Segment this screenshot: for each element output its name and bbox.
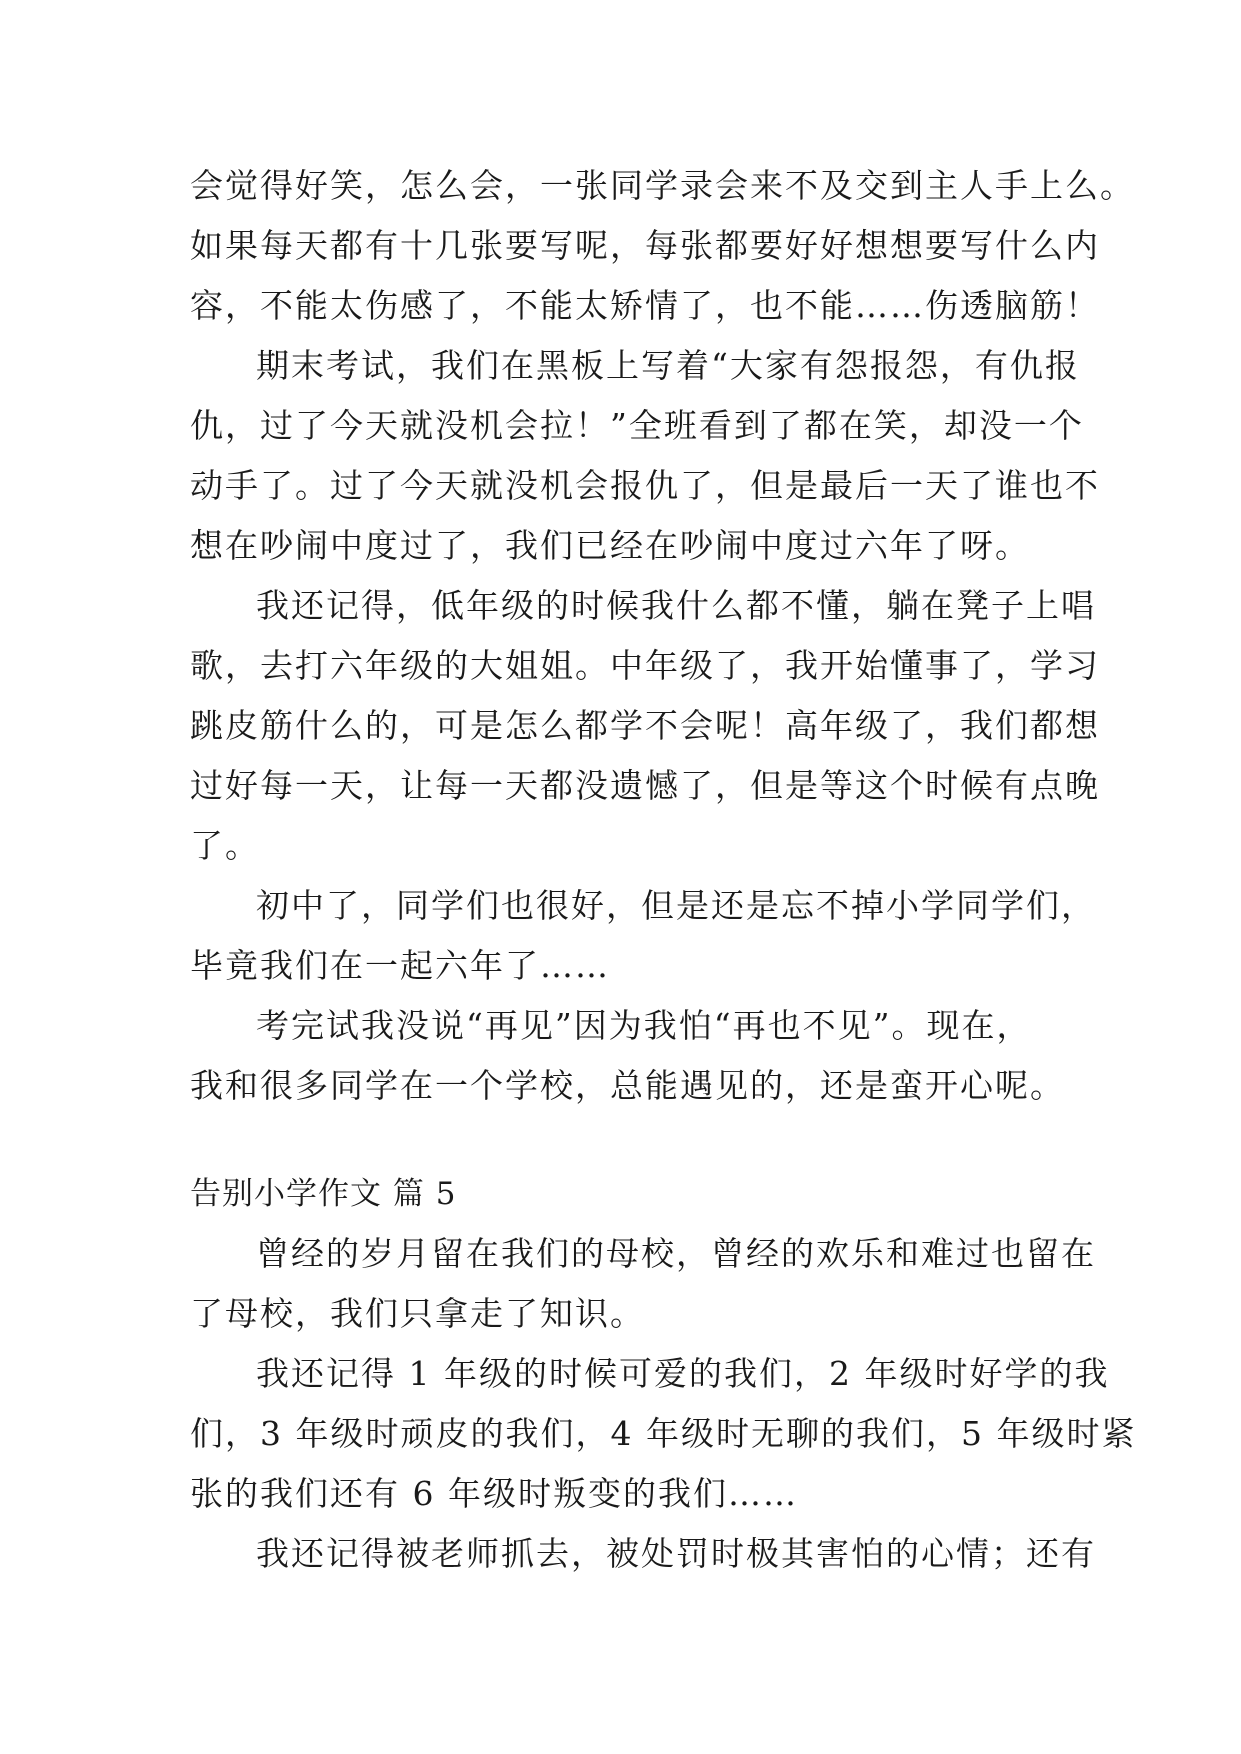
text-line: 会觉得好笑，怎么会，一张同学录会来不及交到主人手上么。	[190, 166, 1135, 205]
paragraph-grade-levels	[190, 1344, 1137, 1524]
document-body	[190, 156, 1137, 1584]
text-line: 我还记得被老师抓去，被处罚时极其害怕的心情；还有	[256, 1534, 1096, 1573]
paragraph-junior-high	[190, 876, 1096, 996]
text-line: 了。	[190, 826, 260, 865]
text-line: 了母校，我们只拿走了知识。	[190, 1294, 645, 1333]
text-line: 我和很多同学在一个学校，总能遇见的，还是蛮开心呢。	[190, 1066, 1065, 1105]
text-line: 初中了，同学们也很好，但是还是忘不掉小学同学们，	[256, 886, 1096, 925]
text-line: 们，3 年级时顽皮的我们，4 年级时无聊的我们，5 年级时紧	[190, 1414, 1137, 1453]
section-heading	[190, 1164, 1060, 1224]
text-line: 曾经的岁月留在我们的母校，曾经的欢乐和难过也留在	[256, 1234, 1096, 1273]
text-line: 张的我们还有 6 年级时叛变的我们……	[190, 1474, 798, 1513]
text-line: 容，不能太伤感了，不能太矫情了，也不能……伤透脑筋！	[190, 286, 1100, 325]
paragraph-intro-continuation	[190, 156, 1135, 336]
text-line: 过好每一天，让每一天都没遗憾了，但是等这个时候有点晚	[190, 766, 1100, 805]
text-line: 期末考试，我们在黑板上写着“大家有怨报怨，有仇报	[256, 346, 1080, 385]
text-line: 想在吵闹中度过了，我们已经在吵闹中度过六年了呀。	[190, 526, 1030, 565]
section-heading-text: 告别小学作文 篇 5	[190, 1176, 457, 1212]
text-line: 歌，去打六年级的大姐姐。中年级了，我开始懂事了，学习	[190, 646, 1100, 685]
text-line: 跳皮筋什么的，可是怎么都学不会呢！高年级了，我们都想	[190, 706, 1100, 745]
text-line: 毕竟我们在一起六年了……	[190, 946, 610, 985]
paragraph-punishment	[190, 1524, 1096, 1584]
text-line: 仇，过了今天就没机会拉！”全班看到了都在笑，却没一个	[190, 406, 1084, 445]
text-line: 我还记得，低年级的时候我什么都不懂，躺在凳子上唱	[256, 586, 1096, 625]
paragraph-grade-memories	[190, 576, 1100, 876]
paragraph-final-exam	[190, 336, 1100, 576]
paragraph-years-at-school	[190, 1224, 1096, 1344]
text-line: 我还记得 1 年级的时候可爱的我们，2 年级时好学的我	[256, 1354, 1110, 1393]
paragraph-goodbye	[190, 996, 1065, 1116]
text-line: 考完试我没说“再见”因为我怕“再也不见”。现在，	[256, 1006, 1032, 1045]
text-line: 如果每天都有十几张要写呢，每张都要好好想想要写什么内	[190, 226, 1100, 265]
text-line: 动手了。过了今天就没机会报仇了，但是最后一天了谁也不	[190, 466, 1100, 505]
